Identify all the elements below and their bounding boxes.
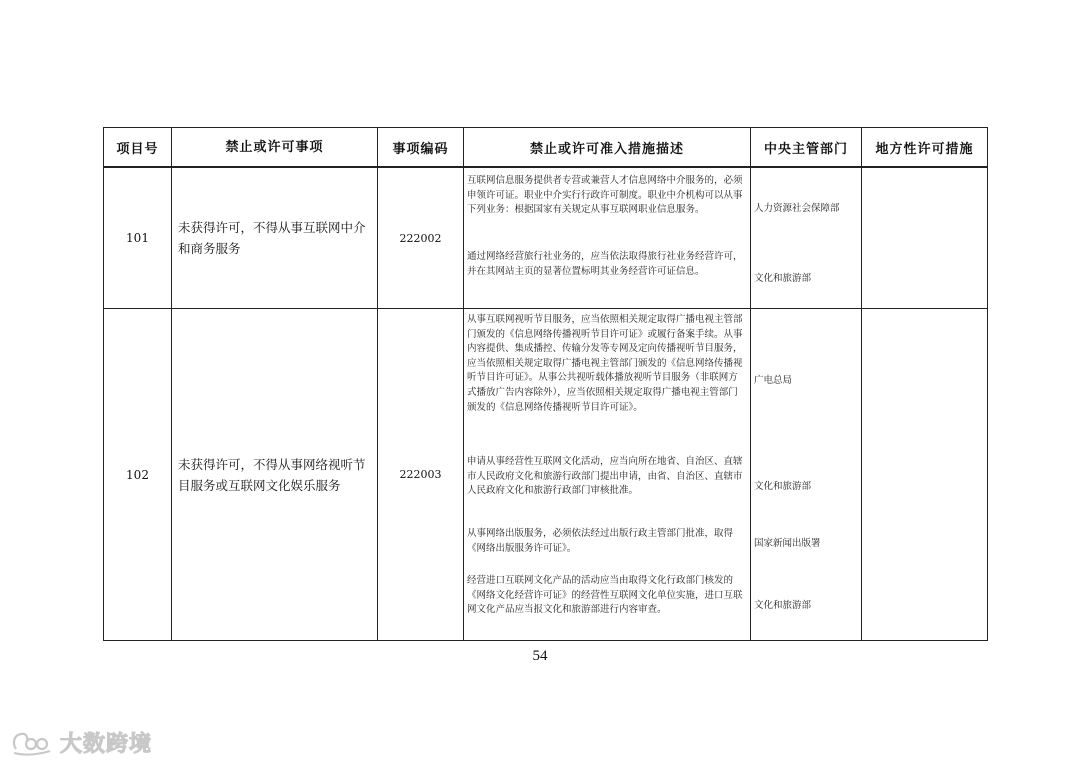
- row-dept-cell: [751, 167, 862, 309]
- measure-dept: 广电总局: [754, 375, 793, 386]
- measure-dept: 文化和旅游部: [754, 273, 812, 284]
- page-number: 54: [532, 648, 548, 664]
- permission-table: [103, 127, 988, 641]
- header-dept: 中央主管部门: [751, 128, 862, 168]
- header-id: 项目号: [104, 128, 172, 168]
- measure-desc: 申请从事经营性互联网文化活动，应当向所在地省、自治区、直辖市人民政府文化和旅游行政部门提出申请，由省、自治区、直辖市人民政府文化和旅游行政部门审核批准。: [467, 456, 743, 497]
- measure-desc: 从事网络出版服务，必须依法经过出版行政主管部门批准，取得《网络出版服务许可证》。: [467, 528, 734, 554]
- watermark: [10, 727, 152, 757]
- row-desc-cell: [464, 309, 751, 641]
- measure-desc: 互联网信息服务提供者专营或兼营人才信息网络中介服务的，必须申领许可证。职业中介实行行政许可制度。职业中介机构可以从事下列业务：根据国家有关规定从事互联网职业信息服务。: [467, 175, 743, 216]
- row-code: 222002: [378, 167, 464, 309]
- measure-dept: 文化和旅游部: [754, 600, 812, 611]
- row-item: 未获得许可，不得从事互联网中介和商务服务: [172, 167, 378, 309]
- row-local: [862, 309, 988, 641]
- table-row: [104, 309, 988, 641]
- header-item: 禁止或许可事项: [172, 128, 378, 168]
- measure-desc: 通过网络经营旅行社业务的，应当依法取得旅行社业务经营许可，并在其网站主页的显著位置标明其业务经营许可证信息。: [467, 251, 743, 277]
- row-id: 101: [104, 167, 172, 309]
- measure-desc: 从事互联网视听节目服务，应当依照相关规定取得广播电视主管部门颁发的《信息网络传播视听节目许可证》或履行备案手续。从事内容提供、集成播控、传输分发等专网及定向传播视听节目服务，应当依照相关规定取得广播电视主管部门颁发的《信息网络传播视听节目许可证》。从事公共视听载体播放视听节目服务（非联网方式播放广告内容除外），应当依照相关规定取得广播电视主管部门颁发的《信息网络传播视听节目许可证》。: [467, 314, 743, 413]
- row-desc-cell: [464, 167, 751, 309]
- header-local: 地方性许可措施: [862, 128, 988, 168]
- measure-desc: 经营进口互联网文化产品的活动应当由取得文化行政部门核发的《网络文化经营许可证》的经营性互联网文化单位实施，进口互联网文化产品应当报文化和旅游部进行内容审查。: [467, 575, 743, 616]
- measure-dept: 文化和旅游部: [754, 481, 812, 492]
- row-code: 222003: [378, 309, 464, 641]
- table-header-row: [104, 128, 988, 168]
- row-local: [862, 167, 988, 309]
- row-item: 未获得许可，不得从事网络视听节目服务或互联网文化娱乐服务: [172, 309, 378, 641]
- header-desc: 禁止或许可准入措施描述: [464, 128, 751, 168]
- measure-dept: 国家新闻出版署: [754, 538, 821, 549]
- brand-logo-icon: [10, 727, 56, 757]
- table-row: [104, 167, 988, 309]
- measure-dept: 人力资源社会保障部: [754, 203, 840, 214]
- header-code: 事项编码: [378, 128, 464, 168]
- row-id: 102: [104, 309, 172, 641]
- watermark-text: 大数跨境: [60, 731, 153, 757]
- row-dept-cell: [751, 309, 862, 641]
